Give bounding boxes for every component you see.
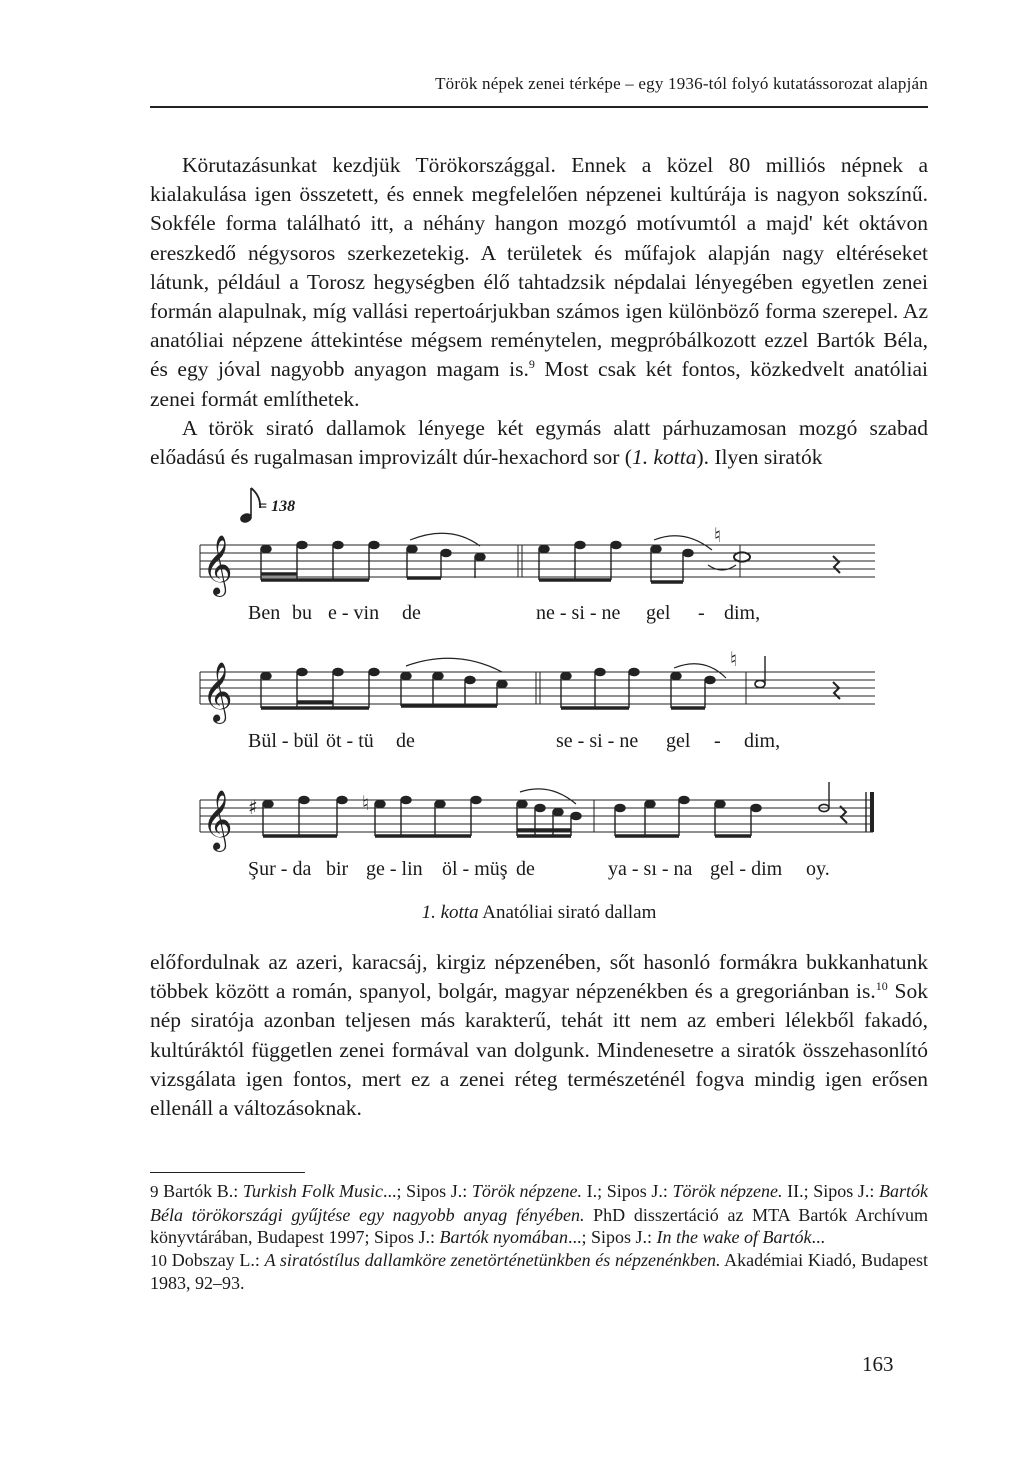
treble-clef-icon: 𝄞 [202,662,233,722]
footnote-title: In the wake of Bartók [656,1227,812,1247]
footnote-title: Turkish Folk Music [242,1181,384,1201]
lyric-syllable: se - si - ne [556,730,639,752]
footnote-title: Bartók Béla törökországi gyűjtése egy nagyobb anyag fényében. [150,1181,928,1225]
lyric-syllable: Bül - bül [248,730,320,752]
lyric-syllable: oy. [806,858,830,880]
lyric-syllable: ne - si - ne [536,602,621,624]
lyric-syllable: gel [646,602,671,624]
paragraph-2 [150,414,928,472]
paragraph-3-text-a: előfordulnak az azeri, karacsáj, kirgiz népzenében, sőt hasonló formákra bukkanhatunk többek között a román, spanyol, bolgár, magyar népzenékben és a gregoriánban is. [150,950,928,1004]
footnote-rule [150,1172,305,1173]
tempo-mark: = 138 [258,498,296,515]
page-number: 163 [862,1352,894,1376]
natural-sign-icon: ♮ [730,647,738,671]
treble-clef-icon: 𝄞 [202,535,233,595]
lyric-syllable: bir [326,858,349,880]
sharp-sign-icon: ♯ [248,795,258,819]
lyric-syllable: gel - dim [710,858,783,880]
caption-ref: 1. kotta [421,902,479,923]
lyric-syllable: dim, [724,602,761,624]
staff-1 [200,545,875,577]
footnote-number: 9 [150,1182,159,1201]
paragraph-1-tail: Most csak két fontos, közkedvelt anatóliai zenei formát említhetek. [150,357,928,411]
lyric-syllable: öl - müş [442,858,508,880]
paragraph-1-text: Körutazásunkat kezdjük Törökországgal. Ennek a közel 80 milliós népnek a kialakulása igen összetett, és ennek megfelelően népzenei kultúrája is nagyon sokszínű. Sokféle forma található itt, a néhány hangon mozgó motívumtól a majd' két oktávon ereszkedő négysoros szerkezetekig. A területek és műfajok alapján nagy eltéréseket látunk, például a Torosz hegységben élő tahtadzsik népdalai lényegében egyetlen zenei formán alapulnak, míg vallási repertoárjukban számos igen különböző forma szerepel. Az anatóliai népzene áttekintése mégsem reménytelen, megpróbálkozott ezzel Bartók Béla, és egy jóval nagyobb anyagon magam is. [150,153,928,382]
lyric-syllable: de [516,858,535,880]
lyric-syllable: gel [666,730,691,752]
lyric-syllable: öt - tü [326,730,374,752]
lyric-syllable: - [698,602,705,624]
footnotes [150,1180,928,1295]
natural-sign-icon: ♮ [362,791,370,815]
footnote-title: Török népzene. [672,1181,783,1201]
paragraph-1 [150,151,928,414]
lyric-syllable: de [402,602,421,624]
figure-caption [150,902,928,924]
lyric-syllable: e - vin [328,602,380,624]
footnote-number: 10 [150,1250,167,1270]
footnote-text: ... [811,1227,825,1247]
paragraph-3-text-b: Sok nép siratója azonban teljesen más karakterű, tehát itt nem az emberi lélekből fakadó, kultúráktól független zenei formával van dolgunk. Mindenesetre a siratók összehasonlító vizsgálata igen fontos, mert ez a zenei réteg természeténél fogva mindig igen erősen ellenáll a változásoknak. [150,979,928,1121]
lyric-syllable: - [714,730,721,752]
lyrics-line-1 [180,602,900,628]
lyric-syllable: Şur - da [248,858,312,880]
treble-clef-icon: 𝄞 [202,790,233,850]
lyric-syllable: dim, [744,730,781,752]
footnote-text: ...; Sipos J.: [383,1181,472,1201]
staff-2-notes [261,647,840,708]
paragraph-2-text-a: A török sirató dallamok lényege két egymás alatt párhuzamosan mozgó szabad előadású és rugalmasan improvizált dúr-hexachord sor ( [150,416,928,470]
footnote-10 [150,1249,928,1295]
footnote-title: A siratóstílus dallamköre zenetörténetünkben és népzenénkben. [264,1249,721,1270]
footnote-text: ...; Sipos J.: [567,1227,657,1247]
natural-sign-icon: ♮ [714,523,722,547]
lyric-syllable: ge - lin [366,858,423,880]
running-head: Török népek zenei térképe – egy 1936-tól folyó kutatássorozat alapján [435,74,928,93]
footnote-9 [150,1180,928,1249]
footnote-text: I.; Sipos J.: [582,1181,673,1201]
paragraph-2-text-b: ). Ilyen siratók [696,445,823,470]
footnote-text: Akadémiai Kiadó, Budapest 1983, 92–93. [150,1249,928,1293]
lyric-syllable: Ben [248,602,281,624]
score-reference: 1. kotta [631,445,697,470]
lyrics-line-2 [180,730,900,756]
header-rule [150,106,928,108]
footnote-text: Bartók B.: [158,1181,243,1201]
tempo-eighth-note-icon [239,488,260,524]
paragraph-3 [150,948,928,1123]
lyric-syllable: bu [292,602,312,624]
footnote-title: Török népzene. [471,1181,582,1201]
caption-text: Anatóliai sirató dallam [478,902,657,923]
music-notation [180,470,900,870]
footnote-text: Dobszay L.: [167,1249,265,1270]
staff-3-notes [248,782,847,836]
footnote-ref-9[interactable]: 9 [528,357,535,372]
lyrics-line-3 [180,858,900,884]
lyric-syllable: de [396,730,415,752]
footnote-ref-10[interactable]: 10 [875,979,888,994]
footnote-text: PhD disszertáció az MTA Bartók Archívum könyvtárában, Budapest 1997; Sipos J.: [150,1204,929,1247]
music-example [180,470,900,880]
footnote-text: II.; Sipos J.: [782,1181,879,1201]
footnote-title: Bartók nyomában [439,1227,568,1247]
staff-2 [200,672,875,704]
lyric-syllable: ya - sı - na [608,858,693,880]
